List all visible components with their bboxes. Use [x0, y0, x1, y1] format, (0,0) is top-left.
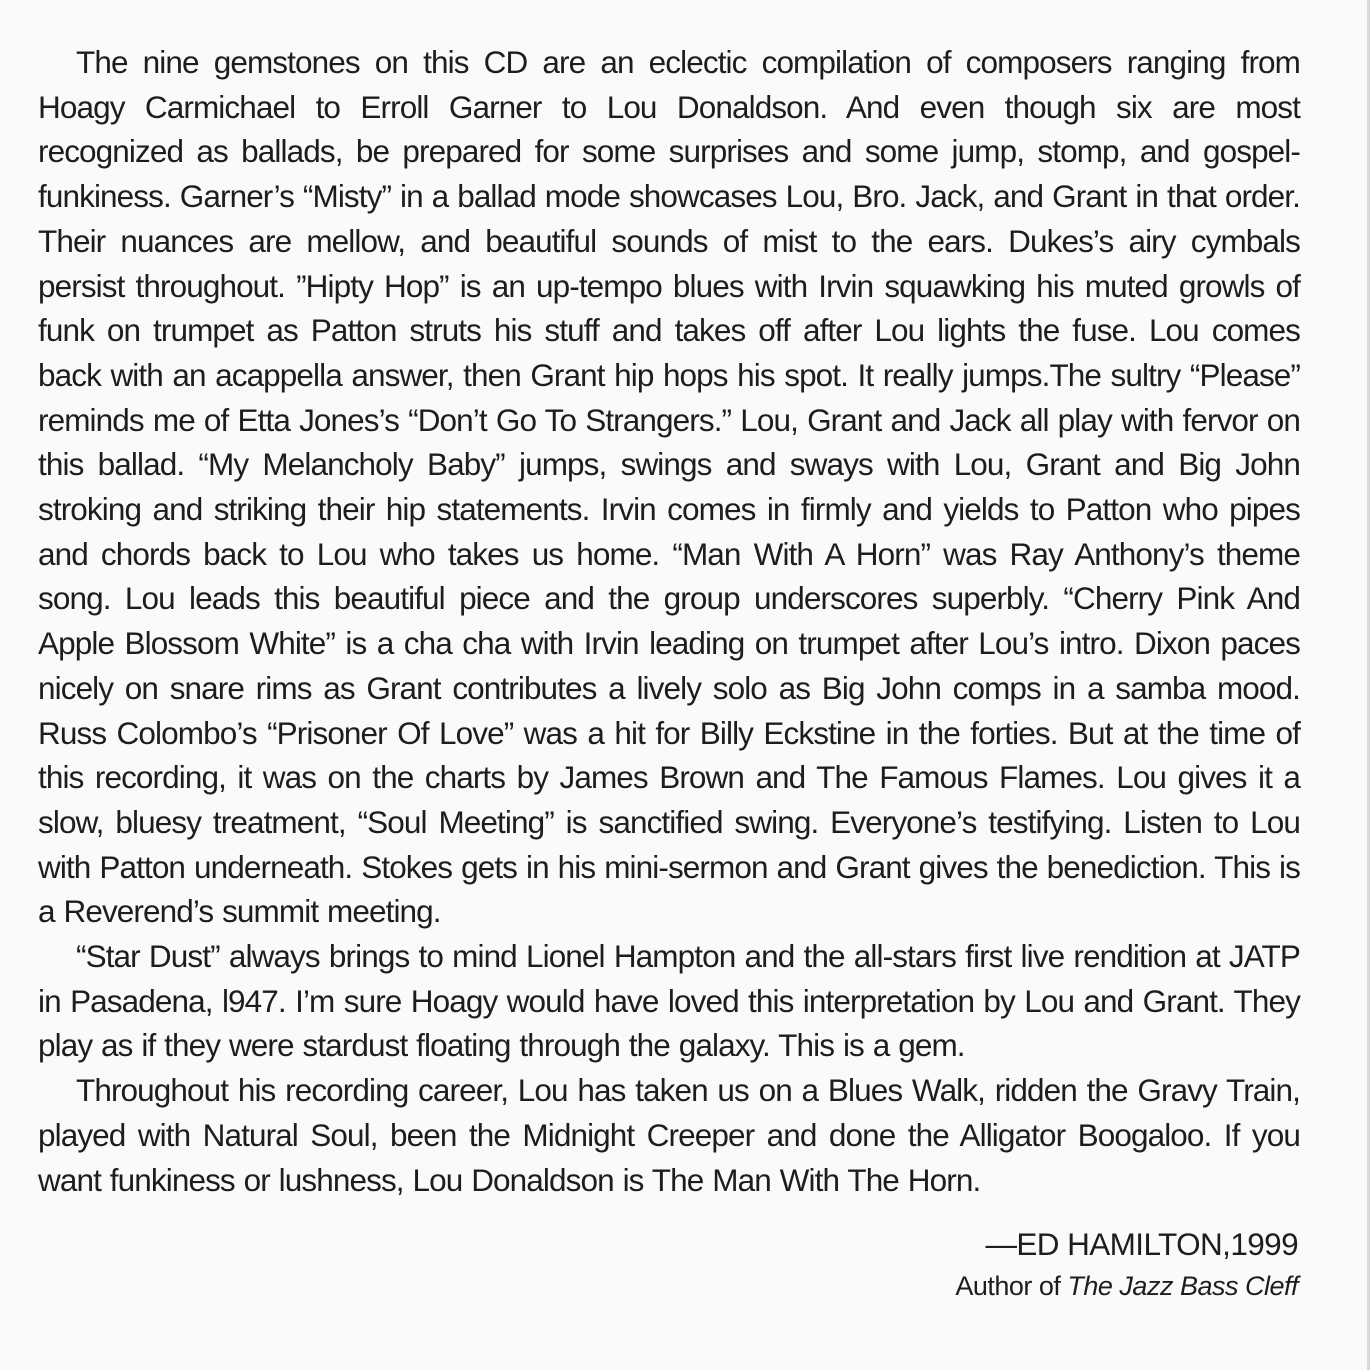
- author-credit-prefix: Author of: [955, 1271, 1068, 1301]
- liner-notes-paragraph-1: The nine gemstones on this CD are an eclectic compilation of composers ranging from Hoagy Carmichael to Erroll Garner to Lou Donaldson. And even though six are most recognized as ballads, be prepared for some surprises and some jump, stomp, and gospel-funkiness. Garner’s “Misty” in a ballad mode showcases Lou, Bro. Jack, and Grant in that order. Their nuances are mellow, and beautiful sounds of mist to the ears. Dukes’s airy cymbals persist throughout. ”Hipty Hop” is an up-tempo blues with Irvin squawking his muted growls of funk on trumpet as Patton struts his stuff and takes off after Lou lights the fuse. Lou comes back with an acappella answer, then Grant hip hops his spot. It really jumps.The sultry “Please” reminds me of Etta Jones’s “Don’t Go To Strangers.” Lou, Grant and Jack all play with fervor on this ballad. “My Melancholy Baby” jumps, swings and sways with Lou, Grant and Big John stroking and striking their hip statements. Irvin comes in firmly and yields to Patton who pipes and chords back to Lou who takes us home. “Man With A Horn” was Ray Anthony’s theme song. Lou leads this beautiful piece and the group underscores superbly. “Cherry Pink And Apple Blossom White” is a cha cha with Irvin leading on trumpet after Lou’s intro. Dixon paces nicely on snare rims as Grant contributes a lively solo as Big John comps in a samba mood. Russ Colombo’s “Prisoner Of Love” was a hit for Billy Eckstine in the forties. But at the time of this recording, it was on the charts by James Brown and The Famous Flames. Lou gives it a slow, bluesy treatment, “Soul Meeting” is sanctified swing. Everyone’s testifying. Listen to Lou with Patton underneath. Stokes gets in his mini-sermon and Grant gives the benediction. This is a Reverend’s summit meeting.: [38, 44, 1300, 930]
- author-signature: [955, 1222, 1298, 1306]
- liner-notes-body: [38, 40, 1300, 1202]
- liner-notes-paragraph-3: Throughout his recording career, Lou has taken us on a Blues Walk, ridden the Gravy Train, played with Natural Soul, been the Midnight Creeper and done the Alligator Boogaloo. If you want funkiness or lushness, Lou Donaldson is The Man With The Horn.: [38, 1072, 1300, 1198]
- author-credit: [955, 1266, 1298, 1306]
- book-title: The Jazz Bass Cleff: [1067, 1271, 1298, 1301]
- author-name-date: —ED HAMILTON,1999: [985, 1226, 1298, 1262]
- liner-notes-paragraph-2: “Star Dust” always brings to mind Lionel Hampton and the all-stars first live rendition at JATP in Pasadena, l947. I’m sure Hoagy would have loved this interpretation by Lou and Grant. They play as if they were stardust floating through the galaxy. This is a gem.: [38, 938, 1300, 1064]
